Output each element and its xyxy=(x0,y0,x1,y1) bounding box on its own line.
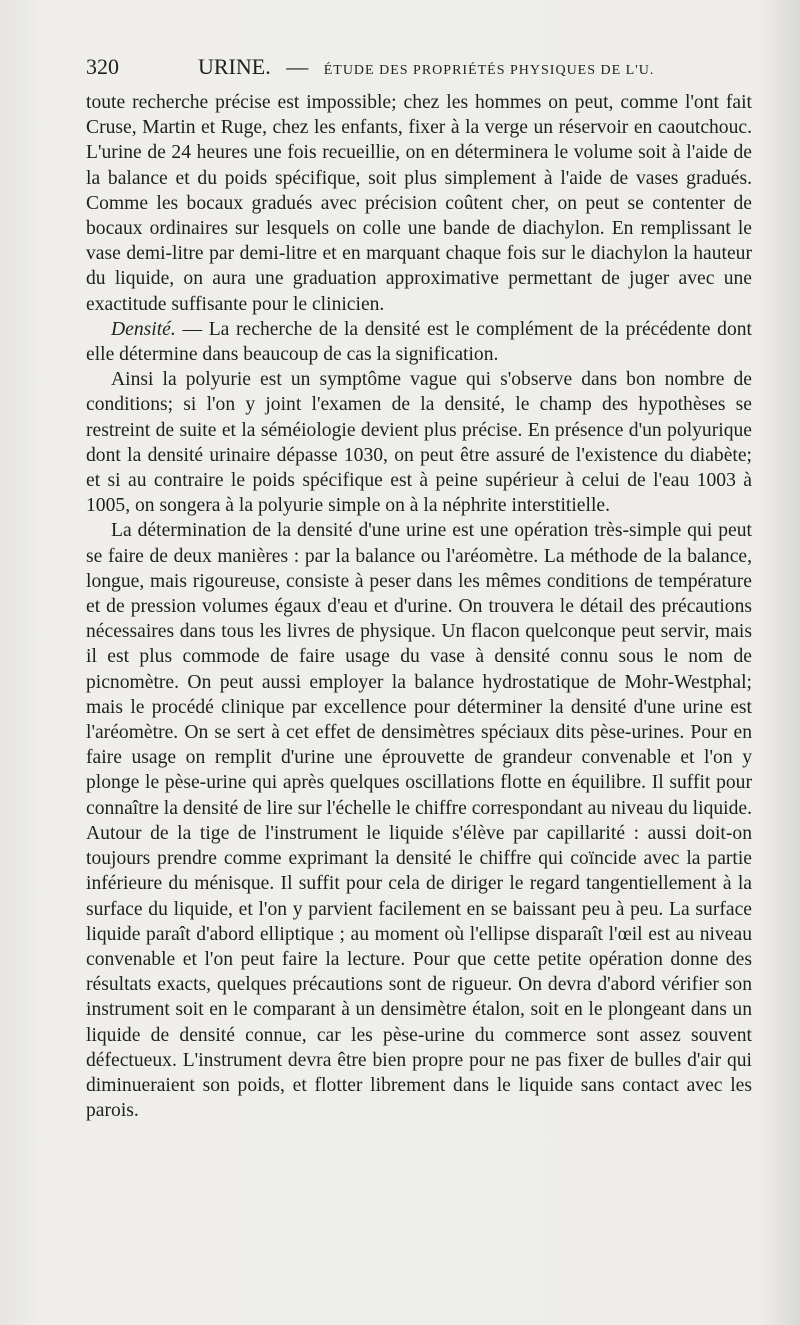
running-subtitle: ÉTUDE DES PROPRIÉTÉS PHYSIQUES DE L'U. xyxy=(323,63,655,78)
running-head xyxy=(198,54,654,80)
page-number: 320 xyxy=(86,54,119,79)
paragraph-3: Ainsi la polyurie est un symptôme vague qui s'observe dans bon nombre de conditions; si l'on y joint l'examen de la densité, le champ des hypothèses se restreint de suite et la séméiologie devient plus précise. En présence d'un polyurique dont la densité urinaire dépasse 1030, on peut être assuré de l'existence du diabète; et si au contraire le poids spécifique est à peine supérieur à celui de l'eau 1003 à 1005, on songera à la polyurie simple on à la néphrite interstitielle. xyxy=(86,369,752,517)
paragraph-2-text: — La recherche de la densité est le complément de la précédente dont elle détermine dans beaucoup de cas la signification. xyxy=(86,318,752,366)
running-title: URINE. xyxy=(198,54,271,79)
paragraph-2 xyxy=(86,317,752,367)
section-heading-densite: Densité. xyxy=(111,318,176,340)
running-separator: — xyxy=(286,54,309,79)
paragraph-1: toute recherche précise est impossible; chez les hommes on peut, comme l'ont fait Cruse, Martin et Ruge, chez les enfants, fixer à la verge un réservoir en caoutchouc. L'urine de 24 heures une fois recueillie, on en déterminera le volume soit à l'aide de la balance et du poids spécifique, soit plus simplement à l'aide de vases gradués. Comme les bocaux gradués avec précision coûtent cher, on peut se contenter de bocaux ordinaires sur lesquels on colle une bande de diachylon. En remplissant le vase demi-litre par demi-litre et en marquant chaque fois sur le diachylon la hauteur du liquide, on aura une graduation approximative permettant de juger avec une exactitude suffisante pour le clinicien. xyxy=(86,92,752,315)
page-header xyxy=(86,54,754,84)
paragraph-4: La détermination de la densité d'une urine est une opération très-simple qui peut se faire de deux manières : par la balance ou l'aréomètre. La méthode de la balance, longue, mais rigoureuse, consiste à peser dans les mêmes conditions de température et de pression volumes égaux d'eau et d'urine. On trouvera le détail des précautions nécessaires dans tous les livres de physique. Un flacon quelconque peut servir, mais il est plus commode de faire usage du vase à densité connu sous le nom de picnomètre. On peut aussi employer la balance hydrostatique de Mohr-Westphal; mais le procédé clinique par excellence pour déterminer la densité d'une urine est l'aréomètre. On se sert à cet effet de densimètres spéciaux dits pèse-urines. Pour en faire usage on remplit d'urine une éprouvette de grandeur convenable et l'on y plonge le pèse-urine qui après quelques oscillations flotte en équilibre. Il suffit pour connaître la densité de lire sur l'échelle le chiffre correspondant au niveau du liquide. Autour de la tige de l'instrument le liquide s'élève par capillarité : aussi doit-on toujours prendre comme exprimant la densité le chiffre qui coïncide avec la partie inférieure du ménisque. Il suffit pour cela de diriger le regard tangentiellement à la surface du liquide, et l'on y parvient facilement en se baissant peu à peu. La surface liquide paraît d'abord elliptique ; au moment où l'ellipse disparaît l'œil est au niveau convenable et l'on peut faire la lecture. Pour que cette petite opération donne des résultats exacts, quelques précautions sont de rigueur. On devra d'abord vérifier son instrument soit en le comparant à un densimètre étalon, soit en le plongeant dans un liquide de densité connue, car les pèse-urine du commerce sont assez souvent défectueux. L'instrument devra être bien propre pour ne pas fixer de bulles d'air qui diminueraient son poids, et flotter librement dans le liquide sans contact avec les parois. xyxy=(86,520,752,1122)
body-text xyxy=(86,90,752,1123)
